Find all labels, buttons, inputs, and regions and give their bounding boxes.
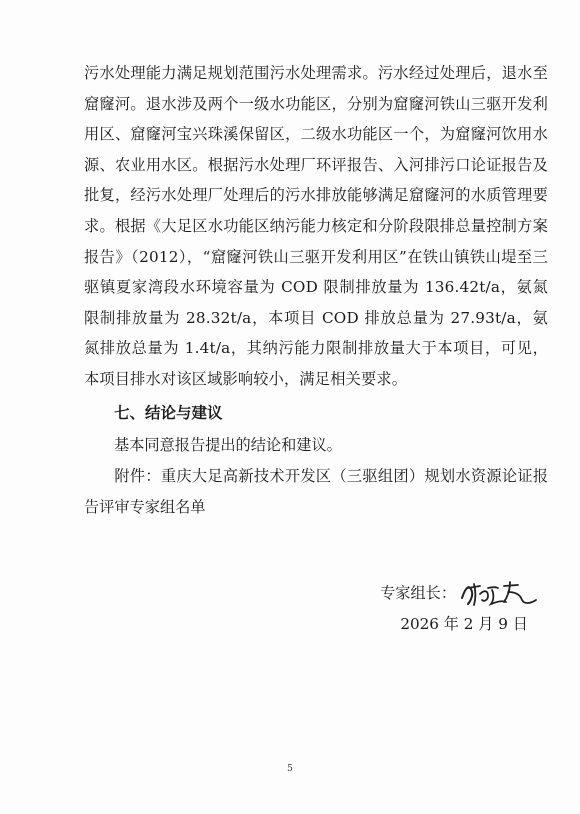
signer-label: 专家组长： (380, 584, 456, 602)
section-heading: 七、结论与建议 (114, 404, 223, 422)
handwritten-signature (458, 578, 540, 608)
page-number: 5 (287, 764, 293, 774)
signer-line (380, 578, 540, 608)
conclusion-text: 基本同意报告提出的结论和建议。 (114, 436, 342, 454)
attachment-note: 附件：重庆大足高新技术开发区（三驱组团）规划水资源论证报告评审专家组名单 (84, 467, 548, 516)
body-paragraph (84, 58, 548, 395)
signature-date: 2026 年 2 月 9 日 (400, 615, 528, 633)
paragraph-continuation: 污水处理能力满足规划范围污水处理需求。污水经过处理后，退水至窟窿河。退水涉及两个一级水功能区，分别为窟窿河铁山三驱开发利用区、窟窿河宝兴珠溪保留区，二级水功能区一个，为窟窿河饮用水源、农业用水区。根据污水处理厂环评报告、入河排污口论证报告及批复，经污水处理厂处理后的污水排放能够满足窟窿河的水质管理要求。根据《大足区水功能区纳污能力核定和分阶段限排总量控制方案报告》（2012），“窟窿河铁山三驱开发利用区”在铁山镇铁山堤至三驱镇夏家湾段水环境容量为 COD 限制排放量为 136.42t/a，氨氮限制排放量为 28.32t/a，本项目 COD 排放总量为 27.93t/a，氨氮排放总量为 1.4t/a，其纳污能力限制排放量大于本项目，可见，本项目排水对该区域影响较小，满足相关要求。 (84, 64, 548, 388)
